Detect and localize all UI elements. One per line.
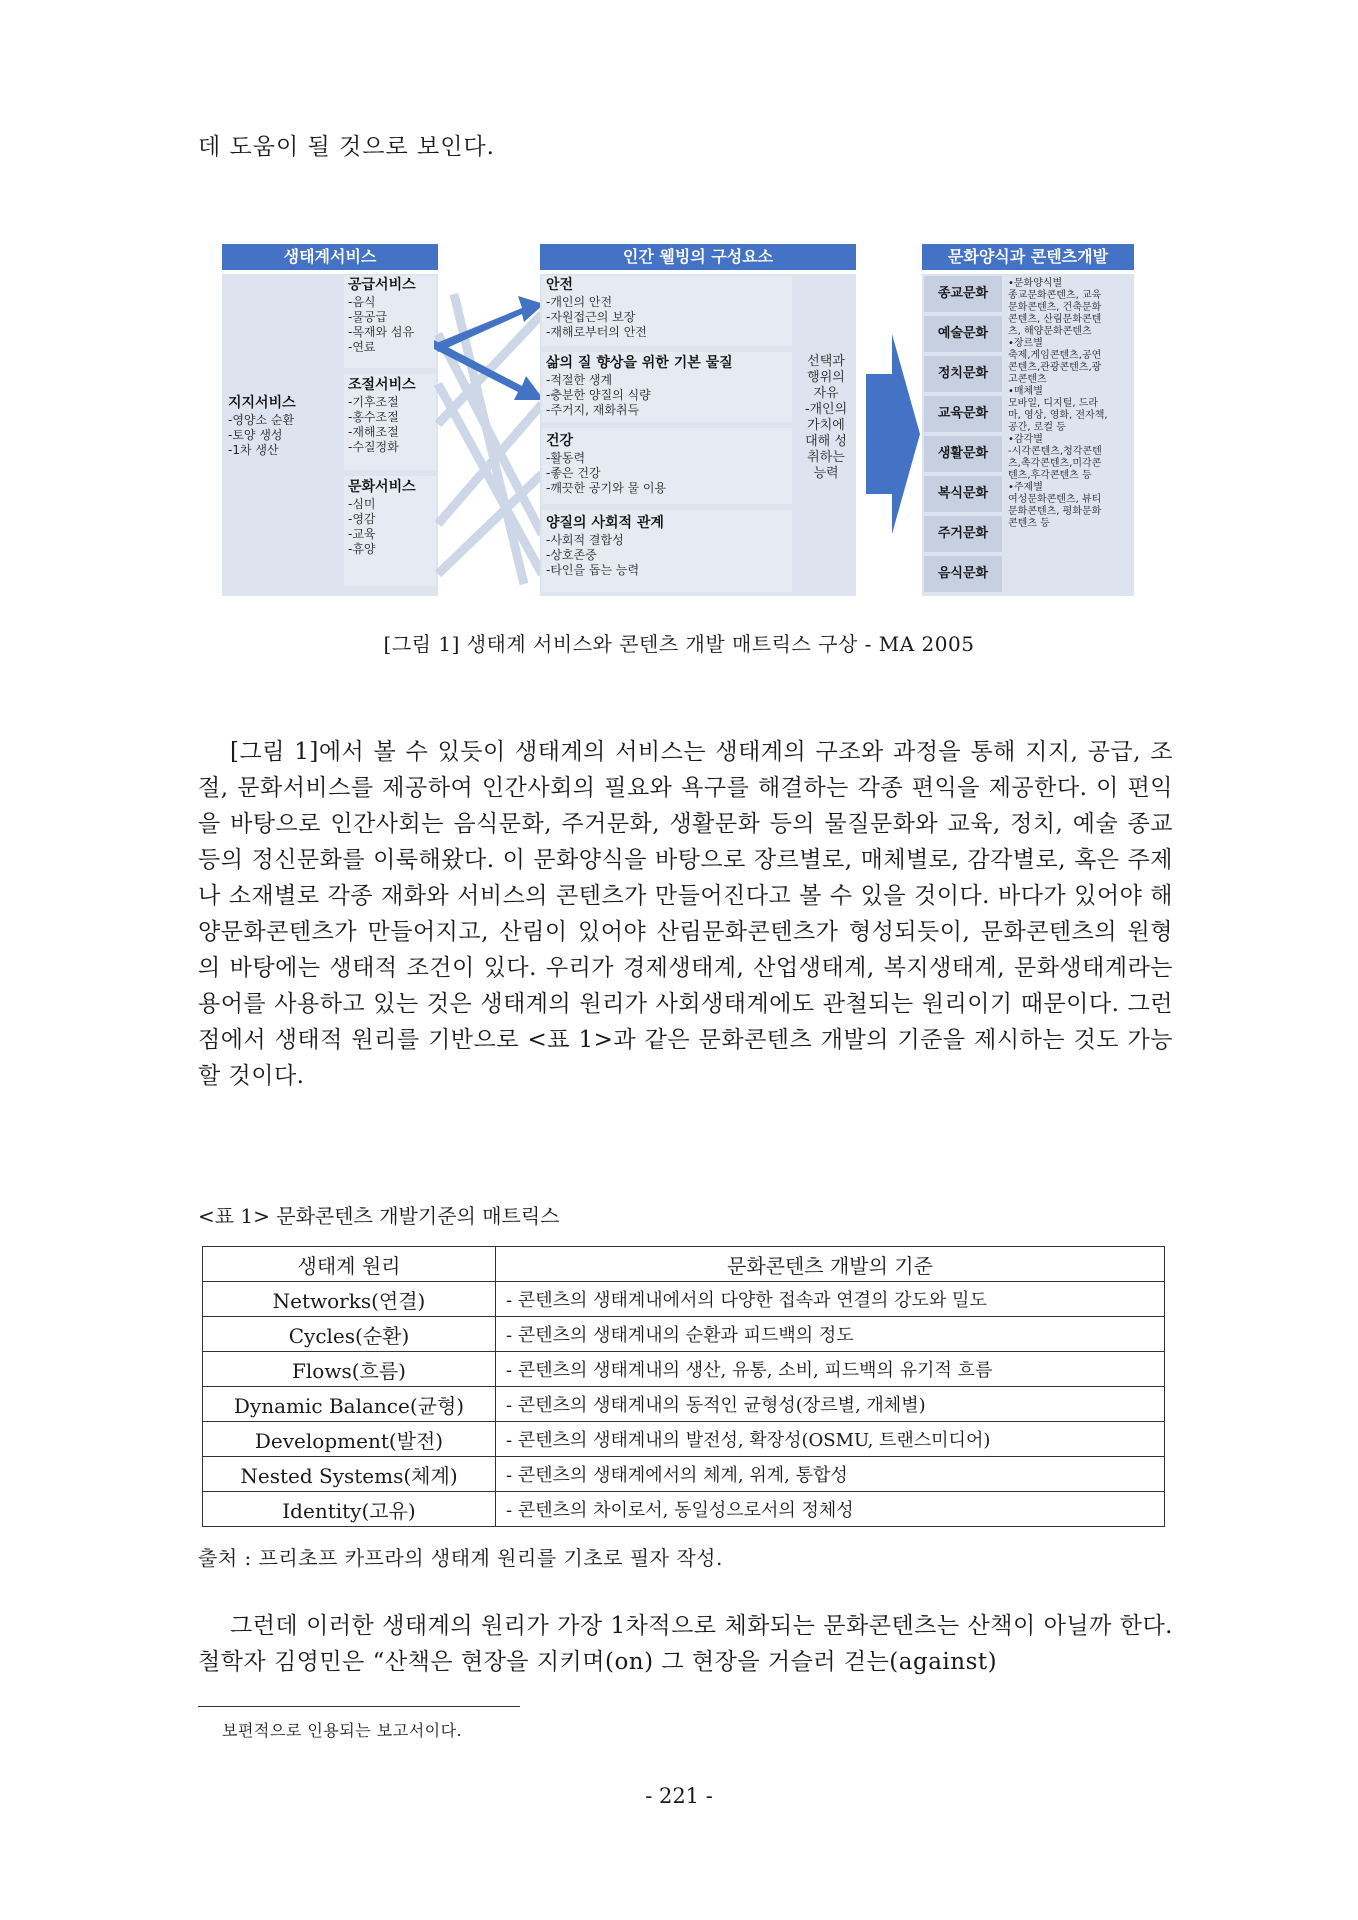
table-source-note: 출처 : 프리초프 카프라의 생태계 원리를 기초로 필자 작성.	[198, 1546, 723, 1570]
criteria-matrix-table	[202, 1246, 1165, 1527]
table-row: Cycles(순환) - 콘텐츠의 생태계내의 순환과 피드백의 정도	[203, 1317, 1165, 1352]
body-paragraph-1: [그림 1]에서 볼 수 있듯이 생태계의 서비스는 생태계의 구조와 과정을 통해 지지, 공급, 조절, 문화서비스를 제공하여 인간사회의 필요와 욕구를 해결하는 각종 편익을 제공한다. 이 편익을 바탕으로 인간사회는 음식문화, 주거문화, 생활문화 등의 물질문화와 교육, 정치, 예술 종교 등의 정신문화를 이룩해왔다. 이 문화양식을 바탕으로 장르별로, 매체별로, 감각별로, 혹은 주제나 소재별로 각종 재화와 서비스의 콘텐츠가 만들어진다고 볼 수 있을 것이다. 바다가 있어야 해양문화콘텐츠가 만들어지고, 산림이 있어야 산림문화콘텐츠가 형성되듯이, 문화콘텐츠의 원형의 바탕에는 생태적 조건이 있다. 우리가 경제생태계, 산업생태계, 복지생태계, 문화생태계라는 용어를 사용하고 있는 것은 생태계의 원리가 사회생태계에도 관철되는 원리이기 때문이다. 그런 점에서 생태적 원리를 기반으로 <표 1>과 같은 문화콘텐츠 개발의 기준을 제시하는 것도 가능할 것이다.	[198, 739, 1173, 1089]
freedom-of-choice: 선택과 행위의 자유 -개인의 가치에 대해 성 취하는 능력	[804, 354, 848, 481]
table-row: Flows(흐름) - 콘텐츠의 생태계내의 생산, 유통, 소비, 피드백의 유기적 흐름	[203, 1352, 1165, 1387]
linking-arrows	[434, 274, 546, 596]
wellbeing-header: 인간 웰빙의 구성요소	[540, 244, 856, 270]
content-types-text: •문화양식별 종교문화콘텐츠, 교육 문화콘텐츠, 건축문화 콘텐츠, 산림문화콘텐 츠, 해양문화콘텐츠 •장르별 축제,게임콘텐츠,공연 콘텐츠,관광콘텐츠,광 고콘텐츠 •매체별 모바일, 디지털, 드라 마, 영상, 영화, 전자책, 공간, 로컬 등 •감각별 -시각콘텐츠,청각콘텐 츠,촉각콘텐츠,미각콘 텐츠,후각콘텐츠 등 •주제별 여성문화콘텐츠, 뷰티 문화콘텐츠, 평화문화 콘텐츠 등	[1008, 278, 1108, 529]
page-number: - 221 -	[645, 1784, 713, 1808]
table-caption: <표 1> 문화콘텐츠 개발기준의 매트릭스	[198, 1204, 560, 1228]
culture-content-header: 문화양식과 콘텐츠개발	[922, 244, 1134, 270]
table-header: 생태계 원리	[203, 1247, 496, 1282]
culture-label: 음식문화	[924, 556, 1002, 592]
culture-label: 복식문화	[924, 476, 1002, 512]
culture-label: 정치문화	[924, 356, 1002, 392]
figure-caption: [그림 1] 생태계 서비스와 콘텐츠 개발 매트릭스 구상 - MA 2005	[383, 632, 975, 656]
culture-label: 예술문화	[924, 316, 1002, 352]
table-row: Development(발전) - 콘텐츠의 생태계내의 발전성, 확장성(OSMU, 트랜스미디어)	[203, 1422, 1165, 1457]
cultural-services: 문화서비스 -심미 -영감 -교육 -휴양	[348, 479, 416, 556]
provision-services: 공급서비스 -음식 -물공급 -목재와 섬유 -연료	[348, 277, 416, 354]
social-relations-block: 양질의 사회적 관계 -사회적 결합성 -상호존중 -타인을 돕는 능력	[546, 515, 664, 577]
support-services: 지지서비스 -영양소 순환 -토양 생성 -1차 생산	[228, 396, 338, 458]
culture-label: 주거문화	[924, 516, 1002, 552]
table-row: Dynamic Balance(균형) - 콘텐츠의 생태계내의 동적인 균형성(장르별, 개체별)	[203, 1387, 1165, 1422]
culture-label: 생활문화	[924, 436, 1002, 472]
culture-label: 교육문화	[924, 396, 1002, 432]
table-row: Networks(연결) - 콘텐츠의 생태계내에서의 다양한 접속과 연결의 강도와 밀도	[203, 1282, 1165, 1317]
table-row: Identity(고유) - 콘텐츠의 차이로서, 동일성으로서의 정체성	[203, 1492, 1165, 1527]
table-header-row	[203, 1247, 1165, 1282]
support-title: 지지서비스	[228, 395, 296, 411]
ecosystem-services-header: 생태계서비스	[222, 244, 438, 270]
table-row: Nested Systems(체계) - 콘텐츠의 생태계에서의 체계, 위계, 통합성	[203, 1457, 1165, 1492]
table-header: 문화콘텐츠 개발의 기준	[496, 1247, 1165, 1282]
right-arrow-icon	[866, 334, 920, 534]
body-paragraph-2: 그런데 이러한 생태계의 원리가 가장 1차적으로 체화되는 문화콘텐츠는 산책이 아닐까 한다. 철학자 김영민은 “산책은 현장을 지키며(on) 그 현장을 거슬러 걷는(against)	[198, 1613, 1173, 1675]
basic-material-block: 삶의 질 향상을 위한 기본 물질 -적절한 생계 -충분한 양질의 식량 -주거지, 재화취득	[546, 355, 733, 417]
security-block: 안전 -개인의 안전 -자원접근의 보장 -재해로부터의 안전	[546, 277, 647, 339]
ecosystem-figure	[222, 244, 1134, 596]
regulation-services: 조절서비스 -기후조절 -홍수조절 -재해조절 -수질정화	[348, 377, 416, 454]
health-block: 건강 -활동력 -좋은 건강 -깨끗한 공기와 물 이용	[546, 433, 667, 495]
culture-label: 종교문화	[924, 276, 1002, 312]
footnote-rule	[198, 1706, 520, 1707]
top-text-line: 데 도움이 될 것으로 보인다.	[198, 134, 495, 160]
footnote: 보편적으로 인용되는 보고서이다.	[222, 1721, 463, 1740]
